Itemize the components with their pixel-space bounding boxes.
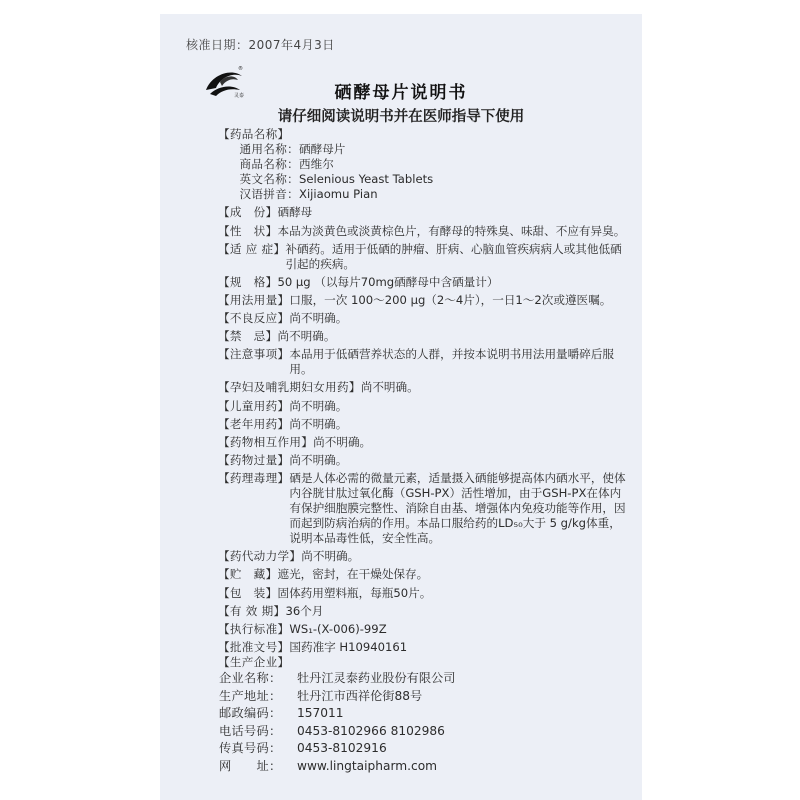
section-row [218, 242, 626, 272]
section-row [218, 453, 626, 468]
section-row-label: 【有 效 期】 [218, 603, 286, 618]
section-row [218, 329, 626, 344]
manufacturer-header-row [218, 655, 626, 670]
section-row-value: 尚不明确。 [289, 398, 348, 413]
section-row-value: 尚不明确。 [301, 549, 360, 564]
drug-name-row [232, 142, 626, 157]
drug-name-row-label: 汉语拼音： [239, 187, 299, 202]
section-row [218, 380, 626, 395]
manufacturer-list [218, 670, 626, 776]
section-row-value: 尚不明确。 [289, 416, 348, 431]
section-row-value: 尚不明确。 [289, 311, 348, 326]
manufacturer-row-label: 网 址： [219, 758, 282, 773]
section-row-label: 【儿童用药】 [218, 398, 290, 413]
drug-name-row-label: 英文名称： [239, 172, 299, 187]
section-row [218, 549, 626, 564]
manufacturer-header: 【生产企业】 [218, 654, 290, 669]
drug-names-list [218, 142, 626, 202]
manufacturer-row [219, 670, 626, 688]
manufacturer-row-value: www.lingtaipharm.com [297, 758, 438, 773]
section-row-value: 36个月 [285, 603, 324, 618]
drug-name-header-row [218, 127, 626, 142]
section-row-label: 【孕妇及哺乳期妇女用药】 [218, 380, 361, 395]
manufacturer-row-label: 企业名称： [219, 671, 282, 685]
section-row-label: 【用法用量】 [218, 292, 290, 307]
sections-list [218, 205, 626, 654]
section-row-label: 【不良反应】 [218, 311, 290, 326]
insert-body [218, 127, 626, 776]
package-insert [160, 14, 642, 800]
drug-name-row-value: Xijiaomu Pian [299, 187, 378, 202]
section-row [218, 347, 626, 377]
section-row [218, 311, 626, 326]
section-row-label: 【药理毒理】 [218, 470, 290, 485]
section-row-value: 本品为淡黄色或淡黄棕色片，有酵母的特殊臭、味甜、不应有异臭。 [277, 223, 626, 238]
manufacturer-row-label: 生产地址： [219, 688, 282, 703]
section-row-value: 本品用于低硒营养状态的人群，并按本说明书用法用量嚼碎后服用。 [289, 347, 615, 377]
drug-name-row [232, 187, 626, 202]
drug-name-row [232, 172, 626, 187]
svg-text:®: ® [238, 66, 243, 72]
drug-name-row-value: Selenious Yeast Tablets [299, 172, 434, 187]
section-row [218, 567, 626, 582]
section-row-label: 【注意事项】 [218, 347, 290, 362]
manufacturer-row-value: 0453-8102916 [297, 741, 387, 756]
section-row-value: 尚不明确。 [360, 380, 419, 395]
drug-name-row [232, 157, 626, 172]
section-row-label: 【禁 忌】 [218, 329, 278, 344]
drug-name-row-label: 商品名称： [239, 157, 299, 172]
manufacturer-row [219, 723, 626, 741]
section-row-value: 固体药用塑料瓶，每瓶50片。 [277, 585, 432, 600]
manufacturer-row-value: 牡丹江市西祥伦街88号 [297, 688, 423, 703]
section-row-value: 口服，一次 100～200 μg（2～4片），一日1～2次或遵医嘱。 [289, 292, 612, 307]
manufacturer-row-value: 157011 [297, 706, 344, 721]
section-row-value: 50 μg （以每片70mg硒酵母中含硒量计） [277, 274, 499, 289]
section-row [218, 471, 626, 546]
drug-name-row-value: 硒酵母片 [299, 142, 346, 157]
section-row [218, 640, 626, 655]
section-row-label: 【药代动力学】 [218, 549, 302, 564]
section-row-value: 补硒药。适用于低硒的肿瘤、肝病、心脑血管疾病病人或其他低硒引起的疾病。 [285, 241, 622, 271]
section-row [218, 399, 626, 414]
section-row-value: 硒酵母 [277, 205, 313, 220]
section-row-value: 尚不明确。 [289, 452, 348, 467]
approval-date: 核准日期：2007年4月3日 [186, 38, 335, 52]
manufacturer-row-label: 传真号码： [219, 741, 282, 756]
section-row [218, 205, 626, 220]
section-row [218, 604, 626, 619]
section-row-label: 【适 应 症】 [218, 241, 286, 256]
drug-name-row-value: 西维尔 [299, 157, 334, 172]
manufacturer-row [219, 705, 626, 723]
section-row [218, 224, 626, 239]
section-row [218, 586, 626, 601]
section-row-label: 【性 状】 [218, 223, 278, 238]
drug-name-row-label: 通用名称： [239, 142, 299, 157]
manufacturer-row-label: 电话号码： [219, 723, 282, 738]
section-row-label: 【老年用药】 [218, 416, 290, 431]
section-row-value: WS₁-(X-006)-99Z [289, 621, 387, 636]
manufacturer-row-value: 0453-8102966 8102986 [297, 723, 445, 738]
section-row-value: 尚不明确。 [313, 434, 372, 449]
manufacturer-row [219, 758, 626, 776]
usage-warning: 请仔细阅读说明书并在医师指导下使用 [277, 109, 525, 125]
section-row [218, 275, 626, 290]
section-row-value: 硒是人体必需的微量元素，适量摄入硒能够提高体内硒水平，使体内谷胱甘肽过氧化酶（GSH-PX）活性增加，由于GSH-PX在体内有保护细胞膜完整性、消除自由基、增强体内免疫功能等作用，因而起到防病治病的作用。本品口服给药的LD₅₀大于 5 g/kg体重，说明本品毒性低，安全性高。 [289, 470, 626, 546]
section-row-value: 遮光，密封，在干燥处保存。 [277, 567, 429, 582]
section-row-label: 【规 格】 [218, 274, 278, 289]
manufacturer-row-label: 邮政编码： [219, 706, 282, 721]
section-row-value: 尚不明确。 [277, 329, 336, 344]
manufacturer-row [219, 740, 626, 758]
section-row-label: 【包 装】 [218, 585, 278, 600]
section-row-label: 【成 份】 [218, 205, 278, 220]
section-row-label: 【药物过量】 [218, 452, 290, 467]
drug-name-header: 【药品名称】 [218, 127, 290, 141]
document-title: 硒酵母片说明书 [334, 83, 468, 103]
section-row [218, 417, 626, 432]
manufacturer-row [219, 688, 626, 706]
section-row-label: 【贮 藏】 [218, 567, 278, 582]
section-row [218, 622, 626, 637]
section-row [218, 435, 626, 450]
svg-text:灵泰: 灵泰 [234, 93, 245, 98]
section-row-value: 国药准字 H10940161 [289, 639, 408, 654]
section-row-label: 【执行标准】 [218, 621, 290, 636]
section-row [218, 293, 626, 308]
section-row-label: 【药物相互作用】 [218, 434, 314, 449]
section-row-label: 【批准文号】 [218, 639, 290, 654]
manufacturer-row-value: 牡丹江灵泰药业股份有限公司 [297, 671, 456, 685]
